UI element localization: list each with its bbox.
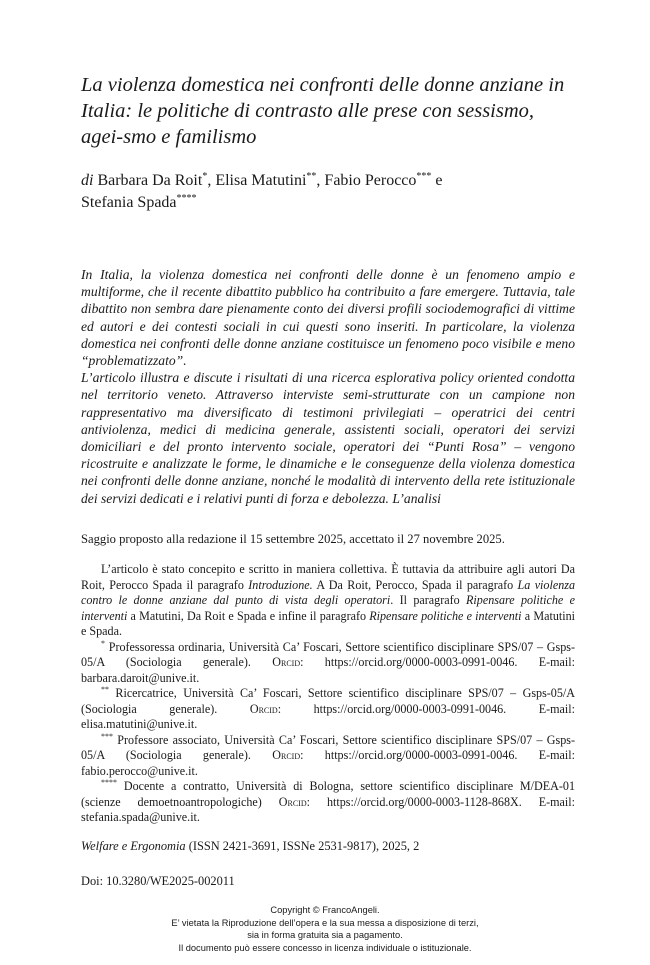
footnote-2: ** Ricercatrice, Università Ca’ Foscari, Settore scientifico disciplinare SPS/07 – Gsps-05/A (Sociologia generale). Orcid: https://orcid.org/0000-0003-0991-0046. E-mail: elisa.matutini@unive.it. bbox=[81, 685, 575, 731]
copyright-line: Il documento può essere concesso in licenza individuale o istituzionale. bbox=[178, 942, 472, 953]
footnote-3: *** Professore associato, Università Ca’ Foscari, Settore scientifico disciplinare SPS/07 – Gsps-05/A (Sociologia generale). Orcid: https://orcid.org/0000-0003-0991-0046. E-mail: fabio.perocco@unive.it. bbox=[81, 731, 575, 778]
footnote-1: * Professoressa ordinaria, Università Ca’ Foscari, Settore scientifico disciplinare SPS/07 – Gsps-05/A (Sociologia generale). Orcid: https://orcid.org/0000-0003-0991-0046. E-mail: barbara.daroit@unive.it. bbox=[81, 638, 576, 685]
submission-note: Saggio proposto alla redazione il 15 settembre 2025, accettato il 27 novembre 2025. bbox=[81, 532, 505, 546]
article-title: La violenza domestica nei confronti delle donne anziane in Italia: le politiche di contrasto alle prese con sessismo, agei-smo e familismo bbox=[81, 74, 565, 148]
abstract-paragraph: L’articolo illustra e discute i risultati di una ricerca esplorativa policy oriented condotta nel territorio veneto. Attraverso interviste semi-strutturate con un campione non rappresentativo ma diversificato di testimoni privilegiati – operatrici dei centri antiviolenza, medici di medicina generale, assistenti sociali, operatori dei servizi domiciliari e del pronto intervento sociale, operatori dei “Punti Rosa” – vengono ricostruite e analizzate le forme, le dinamiche e le conseguenze della violenza domestica nei confronti delle donne anziane, nonché le modalità di intervento della rete istituzionale dei servizi dedicati e i relativi punti di forza e debolezza. L’analisi bbox=[81, 370, 575, 506]
copyright-line: Copyright © FrancoAngeli. bbox=[270, 905, 380, 915]
author-line: di Barbara Da Roit*, Elisa Matutini**, Fabio Perocco*** e Stefania Spada**** bbox=[81, 171, 443, 211]
author-fabio-perocco: Fabio Perocco*** bbox=[324, 171, 432, 189]
footnote-mark: **** bbox=[176, 193, 197, 204]
copyright-notice bbox=[0, 904, 650, 954]
footnote-mark: ** bbox=[306, 171, 317, 182]
copyright-line: sia in forma gratuita sia a pagamento. bbox=[247, 930, 403, 940]
authorship-note: L’articolo è stato concepito e scritto in maniera collettiva. È tuttavia da attribuire agli autori Da Roit, Perocco Spada il paragrafo Introduzione. A Da Roit, Perocco, Spada il paragrafo La violenza contro le donne anziane dal punto di vista degli operatori. Il paragrafo Ripensare politiche e interventi a Matutini, Da Roit e Spada e infine il paragrafo Ripensare politiche e interventi a Matutini e Spada. bbox=[81, 562, 575, 638]
footnotes bbox=[81, 562, 575, 826]
footnote-4: **** Docente a contratto, Università di Bologna, settore scientifico disciplinare M/DEA-01 (scienze demoetnoantropologiche) Orcid: https://orcid.org/0000-0003-1128-868X. E-mail: stefania.spada@unive.it. bbox=[81, 778, 575, 824]
author-prefix: di bbox=[81, 172, 94, 189]
abstract bbox=[81, 266, 575, 507]
footnote-mark: *** bbox=[416, 171, 432, 182]
journal-name: Welfare e Ergonomia bbox=[81, 839, 186, 853]
author-barbara-da-roit: Barbara Da Roit* bbox=[97, 171, 208, 189]
journal-citation: Welfare e Ergonomia (ISSN 2421-3691, ISSNe 2531-9817), 2025, 2 bbox=[81, 839, 420, 853]
doi: Doi: 10.3280/WE2025-002011 bbox=[81, 874, 235, 888]
author-stefania-spada: Stefania Spada**** bbox=[81, 193, 197, 211]
abstract-paragraph: In Italia, la violenza domestica nei confronti delle donne è un fenomeno ampio e multiforme, che il recente dibattito pubblico ha contribuito a fare emergere. Tuttavia, tale dibattito non sembra dare pienamente conto dei diversi profili sociodemografici di vittime ed autori e dei contesti sociali in cui questi sono inseriti. In particolare, la violenza domestica nei confronti delle donne anziane costituisce un fenomeno poco visibile e meno “problematizzato”. bbox=[81, 267, 575, 369]
copyright-line: E’ vietata la Riproduzione dell’opera e la sua messa a disposizione di terzi, bbox=[171, 917, 479, 928]
author-elisa-matutini: Elisa Matutini** bbox=[215, 171, 317, 189]
footnote-mark: * bbox=[202, 171, 208, 182]
